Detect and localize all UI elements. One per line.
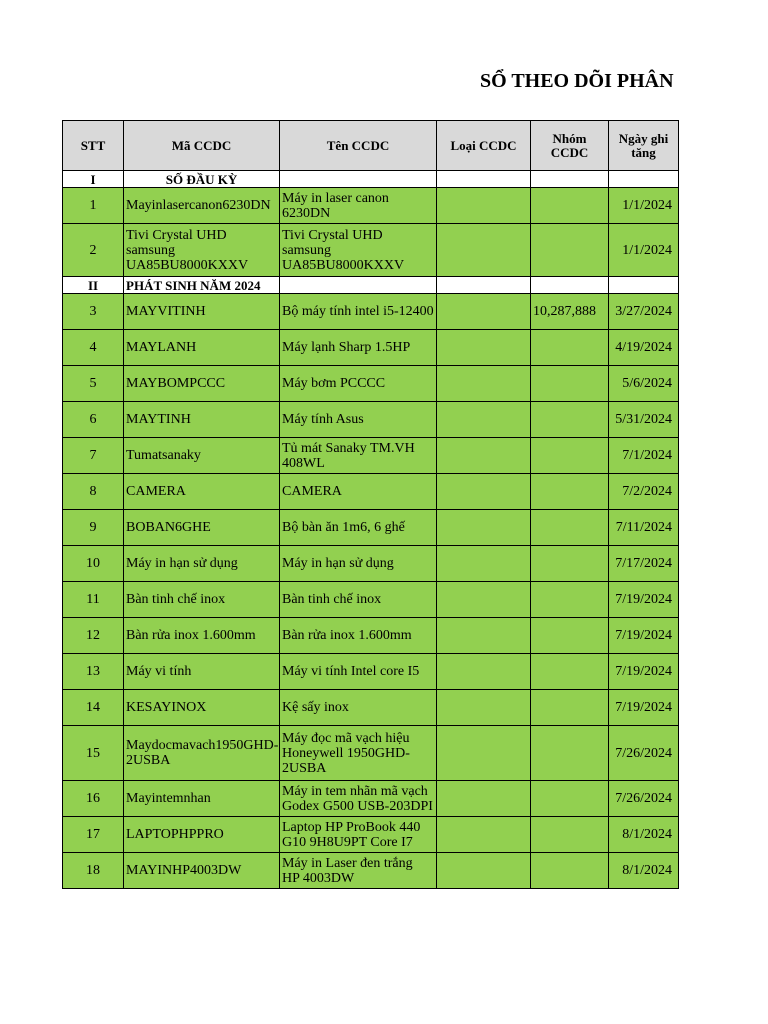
cell-type: [437, 781, 531, 817]
table-row: [63, 188, 679, 224]
section-row: [63, 277, 679, 294]
cell-date: 5/6/2024: [609, 366, 679, 402]
cell-date: 7/19/2024: [609, 654, 679, 690]
cell-type: [437, 618, 531, 654]
cell-group: [531, 330, 609, 366]
cell-stt: 3: [63, 294, 124, 330]
asset-table: [62, 120, 679, 889]
header-row: [63, 121, 679, 171]
cell-name: Máy bơm PCCCC: [280, 366, 437, 402]
table-row: [63, 618, 679, 654]
cell-code: MAYTINH: [124, 402, 280, 438]
cell-date: 5/31/2024: [609, 402, 679, 438]
table-row: [63, 781, 679, 817]
cell-stt: 17: [63, 817, 124, 853]
cell-group: [531, 726, 609, 781]
section-blank: [531, 277, 609, 294]
cell-group: [531, 474, 609, 510]
cell-group: [531, 546, 609, 582]
cell-stt: 14: [63, 690, 124, 726]
cell-type: [437, 438, 531, 474]
cell-stt: 12: [63, 618, 124, 654]
section-stt: II: [63, 277, 124, 294]
cell-code: LAPTOPHPPRO: [124, 817, 280, 853]
section-blank: [280, 171, 437, 188]
table-row: [63, 726, 679, 781]
cell-date: 8/1/2024: [609, 817, 679, 853]
cell-name: Máy đọc mã vạch hiệu Honeywell 1950GHD-2USBA: [280, 726, 437, 781]
cell-type: [437, 330, 531, 366]
cell-name: Máy in Laser đen trắng HP 4003DW: [280, 853, 437, 889]
cell-name: Máy vi tính Intel core I5: [280, 654, 437, 690]
table-row: [63, 474, 679, 510]
cell-code: CAMERA: [124, 474, 280, 510]
cell-type: [437, 817, 531, 853]
cell-type: [437, 853, 531, 889]
header-name: Tên CCDC: [280, 121, 437, 171]
cell-name: Bàn rửa inox 1.600mm: [280, 618, 437, 654]
cell-stt: 15: [63, 726, 124, 781]
cell-code: Máy in hạn sử dụng: [124, 546, 280, 582]
cell-group: [531, 618, 609, 654]
cell-type: [437, 654, 531, 690]
cell-group: [531, 781, 609, 817]
cell-code: MAYBOMPCCC: [124, 366, 280, 402]
cell-code: Bàn rửa inox 1.600mm: [124, 618, 280, 654]
cell-stt: 6: [63, 402, 124, 438]
cell-date: 7/2/2024: [609, 474, 679, 510]
cell-code: MAYINHP4003DW: [124, 853, 280, 889]
cell-name: Tivi Crystal UHD samsung UA85BU8000KXXV: [280, 224, 437, 277]
table-row: [63, 654, 679, 690]
cell-type: [437, 366, 531, 402]
cell-group: [531, 510, 609, 546]
cell-date: 7/19/2024: [609, 690, 679, 726]
cell-code: BOBAN6GHE: [124, 510, 280, 546]
cell-stt: 5: [63, 366, 124, 402]
cell-date: 7/19/2024: [609, 582, 679, 618]
cell-name: Máy in hạn sử dụng: [280, 546, 437, 582]
page-title: SỔ THEO DÕI PHÂN: [480, 70, 674, 92]
cell-group: 10,287,888: [531, 294, 609, 330]
cell-stt: 18: [63, 853, 124, 889]
cell-stt: 10: [63, 546, 124, 582]
cell-type: [437, 402, 531, 438]
cell-stt: 13: [63, 654, 124, 690]
cell-date: 7/17/2024: [609, 546, 679, 582]
table-row: [63, 546, 679, 582]
cell-type: [437, 510, 531, 546]
cell-date: 7/26/2024: [609, 726, 679, 781]
table-row: [63, 330, 679, 366]
cell-type: [437, 690, 531, 726]
table-row: [63, 294, 679, 330]
cell-code: Maydocmavach1950GHD-2USBA: [124, 726, 280, 781]
cell-code: Tivi Crystal UHD samsung UA85BU8000KXXV: [124, 224, 280, 277]
cell-group: [531, 582, 609, 618]
cell-stt: 2: [63, 224, 124, 277]
cell-name: CAMERA: [280, 474, 437, 510]
cell-code: Mayintemnhan: [124, 781, 280, 817]
cell-code: KESAYINOX: [124, 690, 280, 726]
cell-name: Bàn tinh chế inox: [280, 582, 437, 618]
cell-stt: 8: [63, 474, 124, 510]
cell-date: 1/1/2024: [609, 224, 679, 277]
cell-code: Máy vi tính: [124, 654, 280, 690]
cell-stt: 7: [63, 438, 124, 474]
section-row: [63, 171, 679, 188]
table-row: [63, 853, 679, 889]
cell-type: [437, 188, 531, 224]
table-body: [63, 171, 679, 889]
section-blank: [437, 277, 531, 294]
header-type: Loại CCDC: [437, 121, 531, 171]
cell-name: Máy lạnh Sharp 1.5HP: [280, 330, 437, 366]
table-row: [63, 438, 679, 474]
table-row: [63, 366, 679, 402]
cell-stt: 16: [63, 781, 124, 817]
cell-date: 7/1/2024: [609, 438, 679, 474]
cell-type: [437, 546, 531, 582]
cell-code: Bàn tinh chế inox: [124, 582, 280, 618]
cell-group: [531, 654, 609, 690]
cell-code: Tumatsanaky: [124, 438, 280, 474]
cell-stt: 4: [63, 330, 124, 366]
table-row: [63, 582, 679, 618]
cell-name: Laptop HP ProBook 440 G10 9H8U9PT Core I7: [280, 817, 437, 853]
cell-name: Máy in laser canon 6230DN: [280, 188, 437, 224]
cell-name: Tủ mát Sanaky TM.VH 408WL: [280, 438, 437, 474]
section-blank: [280, 277, 437, 294]
header-code: Mã CCDC: [124, 121, 280, 171]
section-label: SỐ ĐẦU KỲ: [124, 171, 280, 188]
cell-date: 1/1/2024: [609, 188, 679, 224]
cell-date: 3/27/2024: [609, 294, 679, 330]
cell-group: [531, 438, 609, 474]
cell-group: [531, 224, 609, 277]
cell-group: [531, 690, 609, 726]
cell-group: [531, 366, 609, 402]
section-blank: [609, 171, 679, 188]
cell-date: 8/1/2024: [609, 853, 679, 889]
section-stt: I: [63, 171, 124, 188]
cell-date: 7/11/2024: [609, 510, 679, 546]
header-group: Nhóm CCDC: [531, 121, 609, 171]
section-blank: [437, 171, 531, 188]
table-row: [63, 817, 679, 853]
cell-date: 4/19/2024: [609, 330, 679, 366]
table-row: [63, 402, 679, 438]
table-row: [63, 224, 679, 277]
table-row: [63, 510, 679, 546]
section-blank: [531, 171, 609, 188]
section-label: PHÁT SINH NĂM 2024: [124, 277, 280, 294]
header-date: Ngày ghi tăng: [609, 121, 679, 171]
section-blank: [609, 277, 679, 294]
cell-type: [437, 294, 531, 330]
cell-stt: 1: [63, 188, 124, 224]
cell-type: [437, 224, 531, 277]
cell-group: [531, 853, 609, 889]
cell-stt: 9: [63, 510, 124, 546]
cell-date: 7/19/2024: [609, 618, 679, 654]
cell-type: [437, 474, 531, 510]
cell-name: Kệ sấy inox: [280, 690, 437, 726]
cell-date: 7/26/2024: [609, 781, 679, 817]
cell-code: MAYVITINH: [124, 294, 280, 330]
header-stt: STT: [63, 121, 124, 171]
cell-name: Máy in tem nhãn mã vạch Godex G500 USB-203DPI: [280, 781, 437, 817]
cell-name: Bộ máy tính intel i5-12400: [280, 294, 437, 330]
cell-stt: 11: [63, 582, 124, 618]
cell-name: Bộ bàn ăn 1m6, 6 ghế: [280, 510, 437, 546]
cell-group: [531, 188, 609, 224]
cell-code: Mayinlasercanon6230DN: [124, 188, 280, 224]
cell-type: [437, 582, 531, 618]
cell-type: [437, 726, 531, 781]
cell-group: [531, 817, 609, 853]
cell-name: Máy tính Asus: [280, 402, 437, 438]
table-row: [63, 690, 679, 726]
cell-code: MAYLANH: [124, 330, 280, 366]
cell-group: [531, 402, 609, 438]
